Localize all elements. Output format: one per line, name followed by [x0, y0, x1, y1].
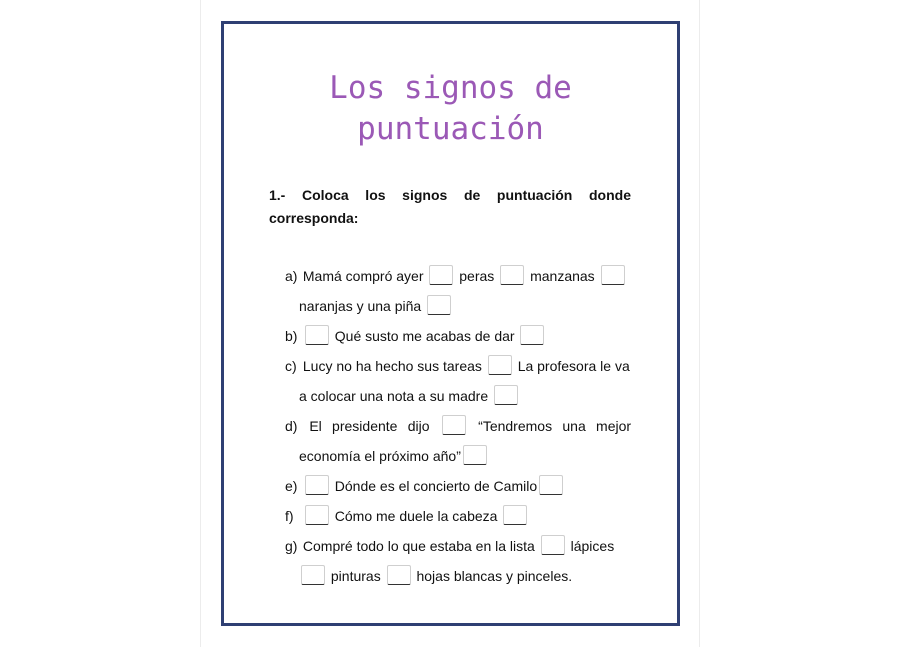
- item-text: manzanas: [530, 268, 595, 284]
- title-line-2: puntuación: [357, 111, 544, 147]
- item-text: naranjas y una piña: [299, 298, 422, 314]
- item-text: a colocar una nota a su madre: [299, 388, 489, 404]
- answer-blank[interactable]: [520, 325, 544, 345]
- exercise-item-c-cont: [285, 381, 649, 411]
- item-text: economía el próximo año”: [299, 448, 461, 464]
- exercise-item-g: [285, 531, 635, 561]
- answer-blank[interactable]: [305, 505, 329, 525]
- answer-blank[interactable]: [301, 565, 325, 585]
- page-title: [225, 68, 676, 150]
- item-letter: a): [285, 268, 298, 284]
- item-letter: g): [285, 538, 298, 554]
- item-text: “Tendremos una mejor: [478, 418, 632, 434]
- answer-blank[interactable]: [442, 415, 466, 435]
- exercise-item-c: [285, 351, 635, 381]
- answer-blank[interactable]: [541, 535, 565, 555]
- item-letter: e): [285, 478, 298, 494]
- exercise-item-b: [285, 321, 635, 351]
- item-text: Qué susto me acabas de dar: [334, 328, 515, 344]
- item-text: Compré todo lo que estaba en la lista: [302, 538, 535, 554]
- item-letter: d): [285, 418, 298, 434]
- item-letter: c): [285, 358, 297, 374]
- item-text: peras: [459, 268, 495, 284]
- item-text: pinturas: [330, 568, 381, 584]
- item-text: La profesora le va: [517, 358, 630, 374]
- item-text: Mamá compró ayer: [302, 268, 424, 284]
- answer-blank[interactable]: [305, 475, 329, 495]
- answer-blank[interactable]: [488, 355, 512, 375]
- item-text: Dónde es el concierto de Camilo: [334, 478, 538, 494]
- answer-blank[interactable]: [494, 385, 518, 405]
- answer-blank[interactable]: [305, 325, 329, 345]
- item-text: lápices: [570, 538, 615, 554]
- answer-blank[interactable]: [429, 265, 453, 285]
- item-letter: b): [285, 328, 298, 344]
- exercise-item-f: [285, 501, 635, 531]
- item-text: hojas blancas y pinceles.: [416, 568, 573, 584]
- item-text: Cómo me duele la cabeza: [334, 508, 498, 524]
- answer-blank[interactable]: [539, 475, 563, 495]
- item-text: El presidente dijo: [309, 418, 430, 434]
- answer-blank[interactable]: [387, 565, 411, 585]
- title-line-1: Los signos de: [329, 70, 572, 106]
- exercise-instruction: 1.- Coloca los signos de puntuación donde corresponda:: [269, 187, 631, 226]
- answer-blank[interactable]: [500, 265, 524, 285]
- exercise-item-g-cont: [285, 561, 649, 591]
- answer-blank[interactable]: [601, 265, 625, 285]
- answer-blank[interactable]: [503, 505, 527, 525]
- answer-blank[interactable]: [427, 295, 451, 315]
- item-text: Lucy no ha hecho sus tareas: [302, 358, 482, 374]
- exercise-item-d-cont: [285, 441, 649, 471]
- exercise-item-d: [285, 411, 631, 441]
- item-letter: f): [285, 508, 294, 524]
- answer-blank[interactable]: [463, 445, 487, 465]
- exercise-item-a-cont: [285, 291, 649, 321]
- exercise-item-e: [285, 471, 635, 501]
- exercise-item-a: [285, 261, 635, 291]
